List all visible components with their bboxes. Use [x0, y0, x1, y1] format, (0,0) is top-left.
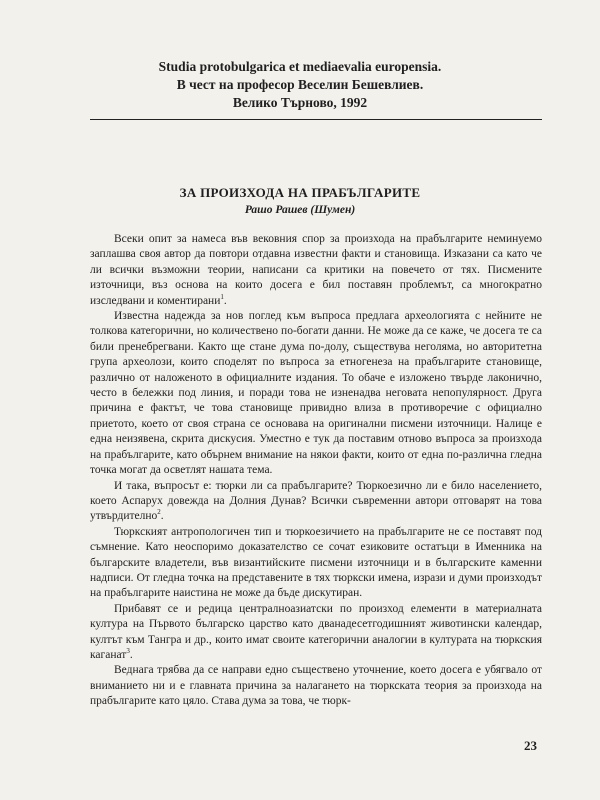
paragraph-2: Известна надежда за нов поглед към въпроса предлага археологията с нейните не толкова категорични, но количествено по-богати данни. Не може да се каже, че досега те са били пренебрегвани. Както ще стане дума по-долу, съществува неголяма, но авторитетна група археолози, които споделят по въпроса за етногенеза на прабългарите становище, различно от наложеното в официалните издания. То обаче е изложено твърде лаконично, често в бележки под линия, и поради това не изненадва неговата непопулярност. Друга причина е фактът, че това становище привидно влиза в противоречие с официално приетото, което от своя страна се основава на оригинални писмени източници. Налице е една неизявена, скрита дискусия. Уместно е тук да поставим отново въпроса за произхода на прабългарите, като обърнем внимание на някои факти, които от една по-различна гледна точка могат да осветлят нашата тема. — [90, 310, 542, 477]
footnote-ref-3: 3 — [126, 647, 130, 656]
header-dedication: В чест на професор Веселин Бешевлиев. — [176, 77, 424, 92]
article-title: ЗА ПРОИЗХОДА НА ПРАБЪЛГАРИТЕ — [179, 185, 421, 200]
footnote-ref-1: 1 — [220, 292, 224, 301]
header-series: Studia protobulgarica et mediaevalia europensia. — [158, 59, 442, 74]
paragraph-6: Веднага трябва да се направи едно съществено уточнение, което досега е убягвало от вниманието ни и е главната причина за налагането на тюркската теория за произхода на прабългарите като цяло. Става дума за това, че тюрк- — [90, 664, 542, 708]
page-number: 23 — [524, 738, 537, 753]
paragraph-4: Тюркският антропологичен тип и тюркоезичието на прабългарите не се поставят под съмнение. Като неоспоримо доказателство се сочат езиковите остатъци в Именника на българските владетели, във византийските писмени източници и в българските каменни надписи. От гледна точка на представените в тях тюркски имена, изрази и думи произходът на прабългарите наистина не може да бъде дискутиран. — [90, 525, 542, 600]
article-author: Рашо Рашев (Шумен) — [244, 204, 356, 216]
footnote-ref-2: 2 — [157, 508, 161, 517]
paragraph-3: И така, въпросът е: тюрки ли са прабългарите? Тюркоезично ли е било населението, което Аспарух довежда на Долния Дунав? Всички съвременни автори отговарят на това утвърдително$^2$. — [90, 479, 542, 523]
paragraph-5: Прибавят се и редица централноазиатски по произход елементи в материалната култура на Първото българско царство като дванадесетгодишният животински календар, култът към Тангра и др., които имат своите категорични аналогии в културата на тюркския каганат$^3$. — [90, 602, 542, 661]
paragraph-1: Всеки опит за намеса във вековния спор за произхода на прабългарите неминуемо заплашва своя автор да повтори отдавна известни факти и становища. Изказани са като че ли всички възможни теории, написани са критики на повечето от тях. Писмените източници, въз основа на които досега е бил поставян проблемът, са многократно изследвани и коментирани$^1$. — [90, 233, 542, 307]
article-body — [90, 232, 542, 710]
header-place-year: Велико Търново, 1992 — [232, 95, 368, 110]
publication-header — [0, 58, 600, 112]
header-rule — [90, 119, 542, 120]
